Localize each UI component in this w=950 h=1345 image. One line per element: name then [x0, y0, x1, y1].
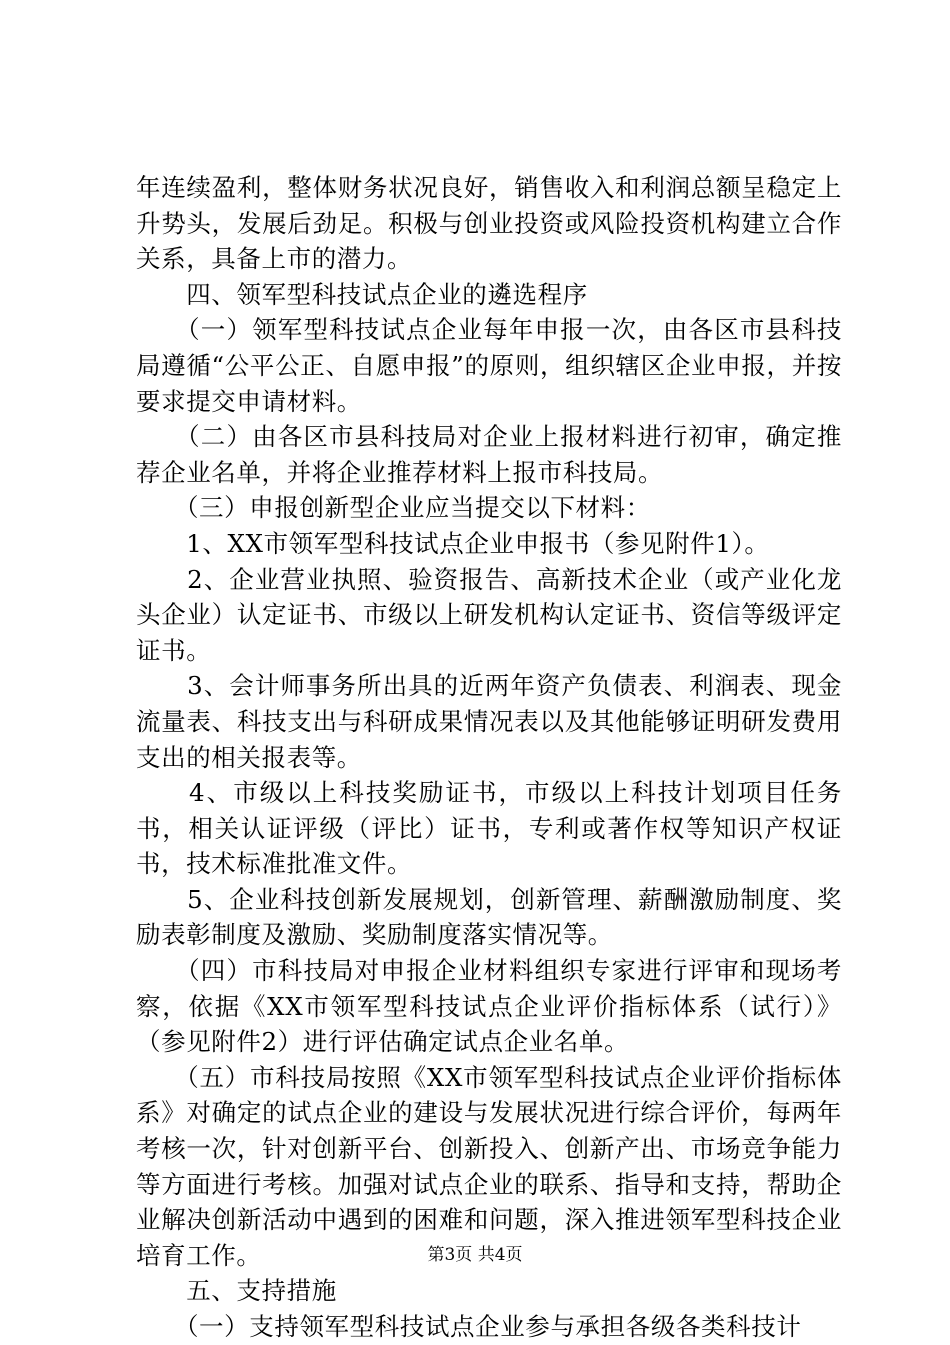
paragraph-procedure-5: （五）市科技局按照《XX市领军型科技试点企业评价指标体系》对确定的试点企业的建设与发展状况进行综合评价，每两年考核一次，针对创新平台、创新投入、创新产出、市场竞争能力等方面进行考核。加强对试点企业的联系、指导和支持，帮助企业解决创新活动中遇到的困难和问题，深入推进领军型科技企业培育工作。 [136, 1062, 842, 1270]
list-item-1: 1、XX市领军型科技试点企业申报书（参见附件1）。 [136, 528, 770, 558]
page-footer: 第3页 共4页 [427, 1245, 523, 1265]
paragraph-support-1: （一）支持领军型科技试点企业参与承担各级各类科技计 [136, 1312, 802, 1341]
list-item-2: 2、企业营业执照、验资报告、高新技术企业（或产业化龙头企业）认定证书、市级以上研发机构认定证书、资信等级评定证书。 [136, 564, 842, 665]
list-item-3: 3、会计师事务所出具的近两年资产负债表、利润表、现金流量表、科技支出与科研成果情况表以及其他能够证明研发费用支出的相关报表等。 [136, 671, 842, 772]
list-item-4: 4、市级以上科技奖励证书，市级以上科技计划项目任务书，相关认证评级（评比）证书，专利或著作权等知识产权证书，技术标准批准文件。 [136, 778, 842, 879]
section-heading-4: 四、领军型科技试点企业的遴选程序 [136, 279, 588, 309]
paragraph-procedure-4: （四）市科技局对申报企业材料组织专家进行评审和现场考察，依据《XX市领军型科技试点企业评价指标体系（试行）》（参见附件2）进行评估确定试点企业名单。 [136, 956, 842, 1057]
paragraph-procedure-3: （三）申报创新型企业应当提交以下材料： [136, 493, 651, 523]
document-body [136, 170, 842, 1345]
paragraph-procedure-1: （一）领军型科技试点企业每年申报一次，由各区市县科技局遵循“公平公正、自愿申报”的原则，组织辖区企业申报，并按要求提交申请材料。 [136, 315, 842, 416]
paragraph-procedure-2: （二）由各区市县科技局对企业上报材料进行初审，确定推荐企业名单，并将企业推荐材料上报市科技局。 [136, 422, 842, 487]
list-item-5: 5、企业科技创新发展规划，创新管理、薪酬激励制度、奖励表彰制度及激励、奖励制度落实情况等。 [136, 884, 842, 950]
section-heading-5: 五、支持措施 [136, 1276, 337, 1306]
paragraph-1: 年连续盈利，整体财务状况良好，销售收入和利润总额呈稳定上升势头，发展后劲足。积极与创业投资或风险投资机构建立合作关系，具备上市的潜力。 [136, 173, 842, 274]
